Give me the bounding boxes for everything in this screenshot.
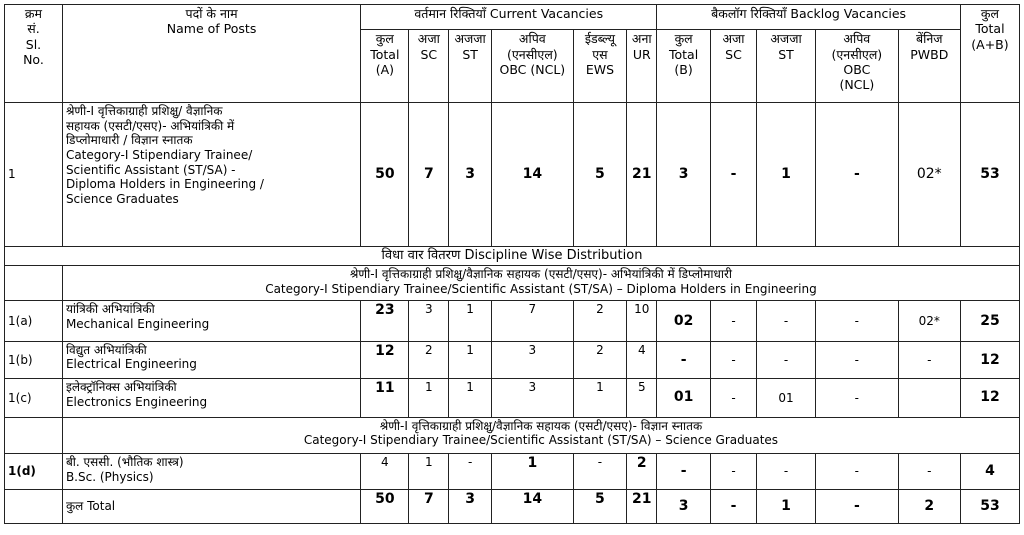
sl-cell: 1(b) [5, 341, 63, 378]
sl-cell: 1(d) [5, 454, 63, 489]
section-row-science [5, 417, 1020, 453]
back-obc-cell: - [816, 103, 899, 247]
section-title-science: श्रेणी-I वृत्तिकाग्राही प्रशिक्षु/वैज्ञानिक सहायक (एसटी/एसए)- विज्ञान स्नातक Category-I Stipendiary Trainee/Scientific Assistant (ST/SA) – Science Graduates [62, 417, 1019, 453]
cur-ur-cell: 2 [627, 454, 657, 489]
cur-sc-cell: 1 [409, 379, 449, 417]
back-total-cell: 01 [657, 379, 711, 417]
section-title-engineering: श्रेणी-I वृत्तिकाग्राही प्रशिक्षु/वैज्ञानिक सहायक (एसटी/एसए)- अभियांत्रिकी में डिप्लोमाधारी Category-I Stipendiary Trainee/Scientific Assistant (ST/SA) – Diploma Holders in Engineering [62, 265, 1019, 300]
back-total-cell: - [657, 454, 711, 489]
grand-total-cell: 53 [960, 103, 1019, 247]
back-pwbd-cell: 02* [898, 301, 960, 341]
vacancy-table [4, 4, 1020, 524]
header-cur-obc: अपिव (एनसीएल) OBC (NCL) [492, 30, 574, 103]
cur-ews-cell: 5 [573, 103, 627, 247]
back-sc-cell: - [710, 379, 756, 417]
cur-sc-cell: 1 [409, 454, 449, 489]
cur-obc-cell: 3 [492, 379, 574, 417]
table-row [5, 341, 1020, 378]
cur-ews-cell: 5 [573, 489, 627, 523]
back-obc-cell: - [816, 341, 899, 378]
cur-ur-cell: 21 [627, 103, 657, 247]
post-name-cell: यांत्रिकी अभियांत्रिकी Mechanical Engineering [62, 301, 360, 341]
back-obc-cell: - [816, 301, 899, 341]
post-name-cell: इलेक्ट्रॉनिक्स अभियांत्रिकी Electronics Engineering [62, 379, 360, 417]
back-st-cell: - [757, 301, 816, 341]
cur-total-cell: 23 [361, 301, 409, 341]
cur-sc-cell: 7 [409, 489, 449, 523]
header-row-1 [5, 5, 1020, 30]
back-pwbd-cell: 2 [898, 489, 960, 523]
grand-total-cell: 4 [960, 454, 1019, 489]
back-sc-cell: - [710, 489, 756, 523]
sl-cell: 1(c) [5, 379, 63, 417]
back-st-cell: - [757, 454, 816, 489]
cur-ews-cell: 2 [573, 301, 627, 341]
back-sc-cell: - [710, 454, 756, 489]
header-back-pwbd: बेंनिज PWBD [898, 30, 960, 103]
header-current-vacancies: वर्तमान रिक्तियाँ Current Vacancies [361, 5, 657, 30]
cur-obc-cell: 1 [492, 454, 574, 489]
cur-total-cell: 11 [361, 379, 409, 417]
cur-ews-cell: 1 [573, 379, 627, 417]
header-backlog-vacancies: बैकलॉग रिक्तियाँ Backlog Vacancies [657, 5, 961, 30]
back-sc-cell: - [710, 103, 756, 247]
cur-total-cell: 50 [361, 103, 409, 247]
back-pwbd-cell: - [898, 454, 960, 489]
cur-ur-cell: 5 [627, 379, 657, 417]
cur-total-cell: 4 [361, 454, 409, 489]
post-name-cell: बी. एससी. (भौतिक शास्त्र) B.Sc. (Physics) [62, 454, 360, 489]
back-total-cell: 3 [657, 103, 711, 247]
header-back-obc: अपिव (एनसीएल) OBC (NCL) [816, 30, 899, 103]
back-obc-cell: - [816, 379, 899, 417]
back-sc-cell: - [710, 301, 756, 341]
section-empty-cell [5, 265, 63, 300]
table-row [5, 454, 1020, 489]
back-pwbd-cell: - [898, 341, 960, 378]
table-row [5, 379, 1020, 417]
header-name-of-posts: पदों के नाम Name of Posts [62, 5, 360, 103]
back-obc-cell: - [816, 454, 899, 489]
back-total-cell: 3 [657, 489, 711, 523]
grand-total-cell: 12 [960, 379, 1019, 417]
back-total-cell: 02 [657, 301, 711, 341]
cur-st-cell: - [449, 454, 492, 489]
header-cur-sc: अजा SC [409, 30, 449, 103]
cur-st-cell: 3 [449, 103, 492, 247]
cur-obc-cell: 14 [492, 489, 574, 523]
cur-ews-cell: - [573, 454, 627, 489]
back-obc-cell: - [816, 489, 899, 523]
cur-st-cell: 1 [449, 341, 492, 378]
total-row [5, 489, 1020, 523]
total-label: कुल Total [62, 489, 360, 523]
sl-cell: 1(a) [5, 301, 63, 341]
cur-obc-cell: 14 [492, 103, 574, 247]
cur-ews-cell: 2 [573, 341, 627, 378]
header-cur-ews: ईडब्ल्यू एस EWS [573, 30, 627, 103]
back-pwbd-cell: 02* [898, 103, 960, 247]
cur-sc-cell: 7 [409, 103, 449, 247]
table-row [5, 301, 1020, 341]
cur-st-cell: 1 [449, 379, 492, 417]
cur-sc-cell: 3 [409, 301, 449, 341]
grand-total-cell: 12 [960, 341, 1019, 378]
table-row [5, 103, 1020, 247]
total-empty-cell [5, 489, 63, 523]
cur-ur-cell: 10 [627, 301, 657, 341]
discipline-title: विधा वार वितरण Discipline Wise Distribution [5, 246, 1020, 265]
back-pwbd-cell [898, 379, 960, 417]
header-cur-ur: अना UR [627, 30, 657, 103]
cur-sc-cell: 2 [409, 341, 449, 378]
cur-total-cell: 50 [361, 489, 409, 523]
cur-obc-cell: 3 [492, 341, 574, 378]
cur-total-cell: 12 [361, 341, 409, 378]
cur-obc-cell: 7 [492, 301, 574, 341]
grand-total-cell: 25 [960, 301, 1019, 341]
cur-st-cell: 3 [449, 489, 492, 523]
post-name-cell: श्रेणी-I वृत्तिकाग्राही प्रशिक्षु/ वैज्ञानिक सहायक (एसटी/एसए)- अभियांत्रिकी में डिप्लोमाधारी / विज्ञान स्नातक Category-I Stipendiary Trainee/ Scientific Assistant (ST/SA) - Diploma Holders in Engineering / Science Graduates [62, 103, 360, 247]
section-row-engineering [5, 265, 1020, 300]
cur-ur-cell: 4 [627, 341, 657, 378]
header-sl-no: क्रम सं. Sl. No. [5, 5, 63, 103]
back-st-cell: 1 [757, 489, 816, 523]
header-back-total: कुल Total (B) [657, 30, 711, 103]
header-cur-st: अजजा ST [449, 30, 492, 103]
section-empty-cell [5, 417, 63, 453]
back-st-cell: - [757, 341, 816, 378]
back-st-cell: 1 [757, 103, 816, 247]
header-back-st: अजजा ST [757, 30, 816, 103]
cur-ur-cell: 21 [627, 489, 657, 523]
sl-cell: 1 [5, 103, 63, 247]
back-total-cell: - [657, 341, 711, 378]
header-grand-total: कुल Total (A+B) [960, 5, 1019, 103]
back-sc-cell: - [710, 341, 756, 378]
header-back-sc: अजा SC [710, 30, 756, 103]
post-name-cell: विद्युत अभियांत्रिकी Electrical Engineering [62, 341, 360, 378]
discipline-title-row [5, 246, 1020, 265]
header-cur-total: कुल Total (A) [361, 30, 409, 103]
back-st-cell: 01 [757, 379, 816, 417]
grand-total-cell: 53 [960, 489, 1019, 523]
cur-st-cell: 1 [449, 301, 492, 341]
